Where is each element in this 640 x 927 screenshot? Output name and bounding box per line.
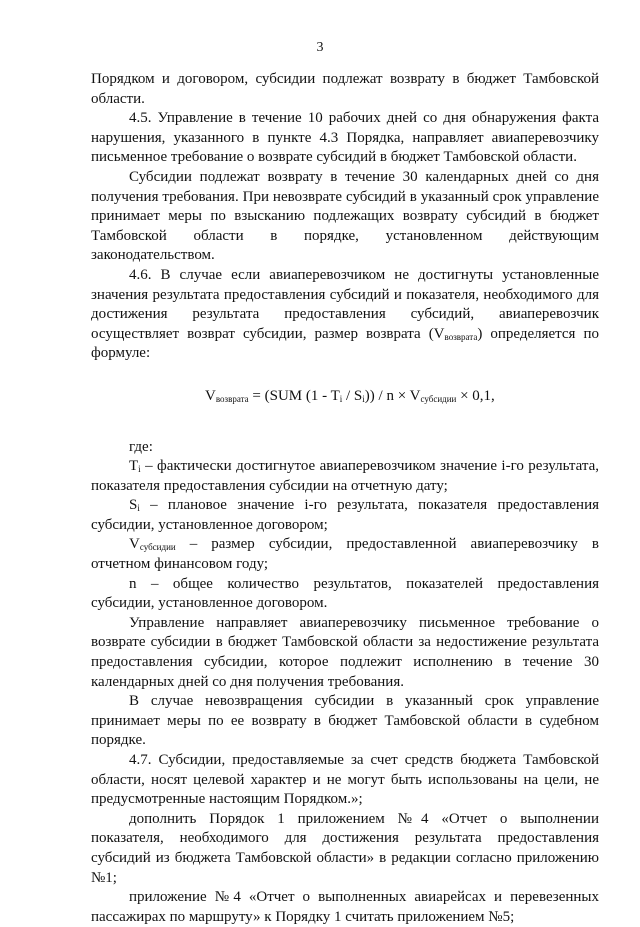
subscript: i <box>137 503 140 514</box>
symbol: V <box>129 536 140 553</box>
where-label: где: <box>129 438 153 455</box>
definition-text: – размер субсидии, предоставленной авиаперевозчику в отчетном финансовом году; <box>91 536 599 573</box>
formula <box>91 387 599 407</box>
paragraph: дополнить Порядок 1 приложением №4 «Отчет о выполнении показателя, необходимого для достижения результата предоставления субсидий из бюджета Тамбовской области» в редакции согласно приложению №1; <box>91 810 599 886</box>
paragraph: 4.5. Управление в течение 10 рабочих дней со дня обнаружения факта нарушения, указанного в пункте 4.3 Порядка, направляет авиаперевозчику письменное требование о возврате субсидий в бюджет Тамбовской области. <box>91 110 599 166</box>
paragraph: Управление направляет авиаперевозчику письменное требование о возврате субсидии в бюджет Тамбовской области за недостижение результата предоставления субсидии, которое подлежит исполнению в течение 30 календарных дней со дня получения требования. <box>91 614 599 690</box>
definition-text: – плановое значение i-го результата, показателя предоставления субсидии, установленное договором; <box>91 497 599 533</box>
subscript: i <box>339 393 343 404</box>
formula-symbol: V <box>205 387 216 404</box>
page-number: 3 <box>316 40 324 55</box>
text-run: 4.6. В случае если авиаперевозчиком не достигнуты установленные значения результата предоставления субсидий и показателя, необходимого для достижения результата предоставления субсидий, авиаперевозчик осуществляет возврат субсидии, размер возврата (V <box>91 266 599 342</box>
subscript: субсидии <box>420 393 457 404</box>
paragraph: Субсидии подлежат возврату в течение 30 календарных дней со дня получения требования. При невозврате субсидий в указанный срок управление принимает меры по взысканию подлежащих возврату субсидий в бюджет Тамбовской области в порядке, установленном действующим законодательством. <box>91 168 599 264</box>
definition-v <box>91 535 599 574</box>
definition-s <box>91 496 599 535</box>
paragraph <box>91 266 599 364</box>
formula-part: = (SUM (1 - T <box>248 387 340 404</box>
symbol: T <box>129 458 139 475</box>
paragraph: 4.7. Субсидии, предоставляемые за счет средств бюджета Тамбовской области, носят целевой характер и не могут быть использованы на цели, не предусмотренные настоящим Порядком.»; <box>91 752 599 808</box>
formula-part: )) / n × V <box>364 387 421 404</box>
definition-n: n – общее количество результатов, показателей предоставления субсидии, установленное договором. <box>91 575 599 612</box>
paragraph: приложение №4 «Отчет о выполненных авиарейсах и перевезенных пассажирах по маршруту» к Порядку 1 считать приложением №5; <box>91 889 599 925</box>
paragraph: В случае невозвращения субсидии в указанный срок управление принимает меры по ее возврату в бюджет Тамбовской области в судебном порядке. <box>91 693 599 749</box>
subscript: i <box>362 393 365 404</box>
subscript: возврата <box>215 393 249 404</box>
subscript: субсидии <box>139 542 176 553</box>
definition-t <box>91 457 599 496</box>
document-body <box>91 70 599 927</box>
subscript: возврата <box>444 331 478 342</box>
symbol: S <box>129 497 138 514</box>
formula-part: × 0,1, <box>456 387 495 404</box>
text-run: ) определяется по формуле: <box>91 325 599 362</box>
subscript: i <box>138 464 141 475</box>
paragraph: Порядком и договором, субсидии подлежат возврату в бюджет Тамбовской области. <box>91 71 599 107</box>
definition-text: – фактически достигнутое авиаперевозчиком значение i-го результата, показателя предоставления субсидии на отчетную дату; <box>91 458 599 494</box>
formula-part: / S <box>342 387 363 404</box>
